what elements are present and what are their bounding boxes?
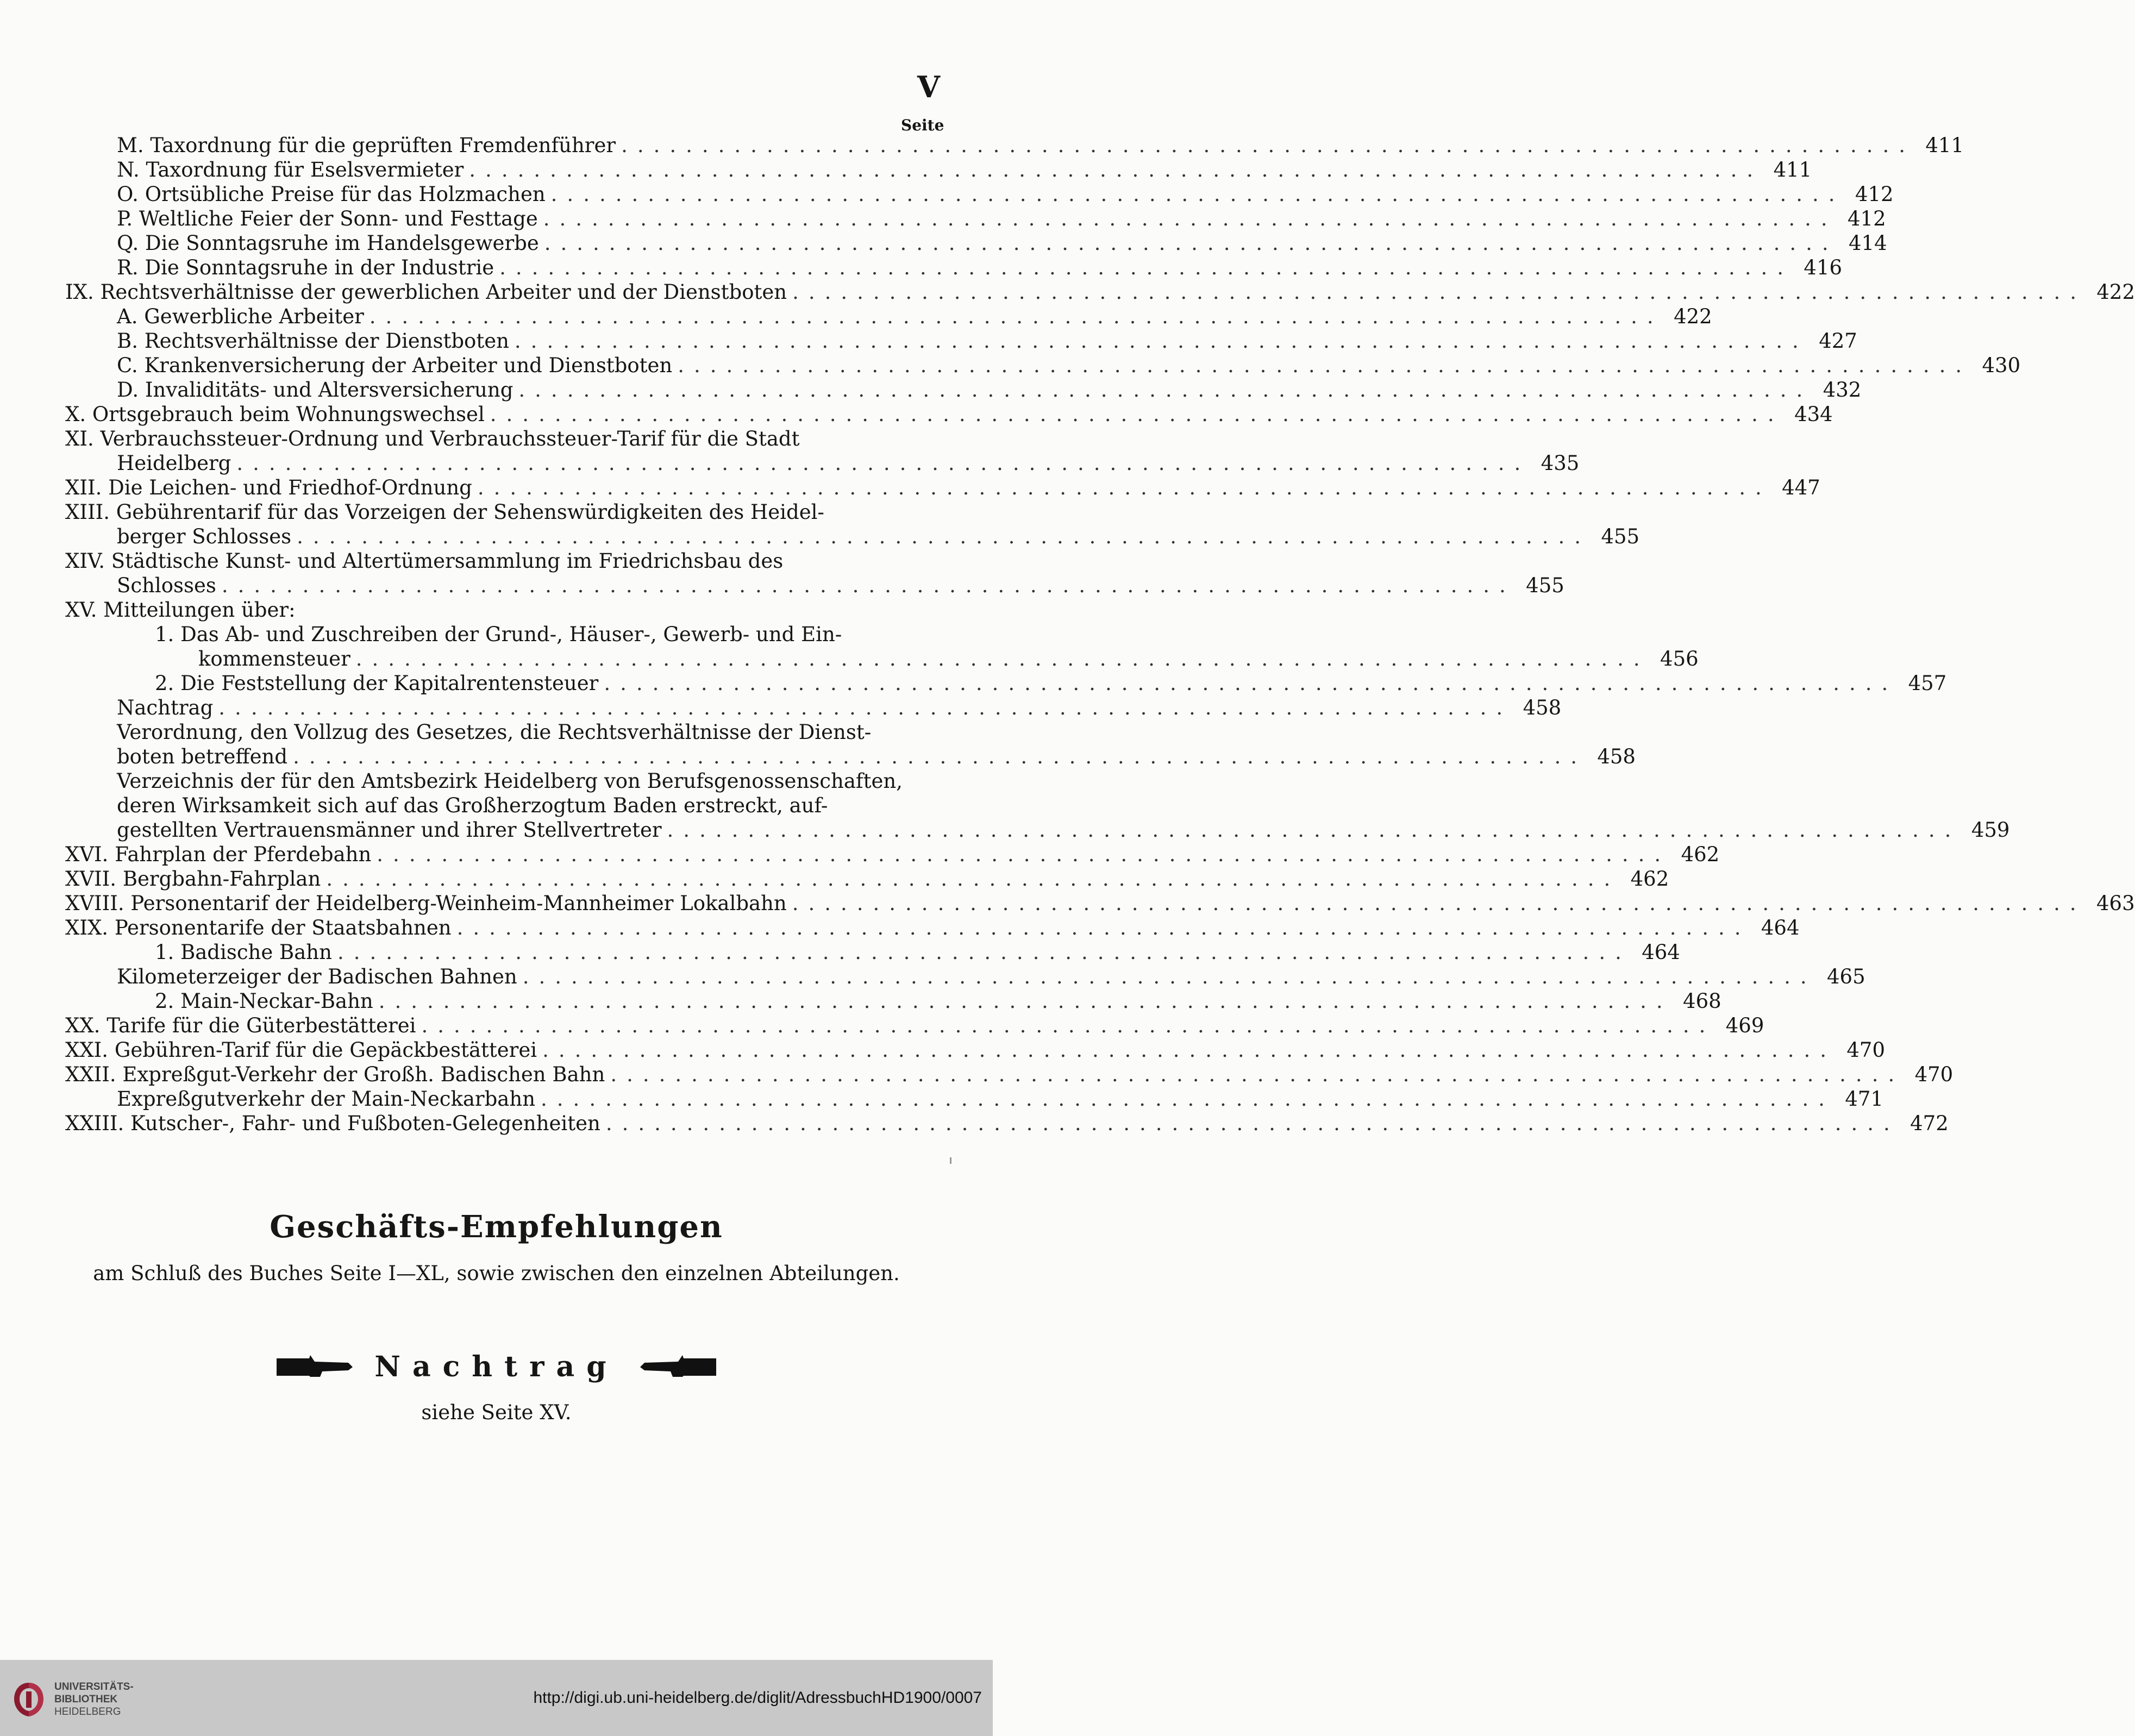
toc-entry (65, 622, 943, 647)
table-of-contents (65, 133, 2135, 1136)
toc-leader-dots: ................................................................................ (490, 403, 1784, 426)
toc-entry (65, 1062, 1954, 1087)
toc-entry (65, 867, 1669, 891)
toc-entry-text: R. Die Sonntagsruhe in der Industrie (117, 256, 494, 279)
toc-leader-dots: ................................................................................ (369, 305, 1663, 328)
toc-entry (65, 182, 1894, 206)
toc-entry-text: X. Ortsgebrauch beim Wohnungswechsel (65, 403, 485, 426)
toc-entry (65, 989, 1721, 1013)
toc-entry-text: XII. Die Leichen- und Friedhof-Ordnung (65, 476, 472, 499)
toc-entry (65, 451, 1580, 475)
toc-leader-dots: ................................................................................ (378, 989, 1673, 1013)
toc-entry-text: 1. Das Ab- und Zuschreiben der Grund-, Häuser-, Gewerb- und Ein- (155, 623, 842, 646)
toc-page-number: 463 (2096, 892, 2135, 915)
toc-entry (65, 378, 1862, 402)
toc-leader-dots: ................................................................................ (337, 941, 1631, 964)
toc-entry (65, 304, 1712, 329)
toc-entry-text: Expreßgutverkehr der Main-Neckarbahn (117, 1087, 536, 1111)
toc-leader-dots: ................................................................................ (514, 329, 1808, 353)
toc-leader-dots: ................................................................................ (218, 696, 1513, 719)
toc-entry (65, 793, 943, 818)
toc-entry-text: XVI. Fahrplan der Pferdebahn (65, 843, 372, 866)
toc-page-number: 427 (1819, 329, 1857, 353)
toc-page-number: 458 (1523, 696, 1562, 719)
toc-page-number: 472 (1910, 1112, 1949, 1135)
toc-leader-dots: ................................................................................ (326, 867, 1620, 891)
toc-leader-dots: ................................................................................ (544, 231, 1838, 255)
page-number: V (917, 70, 940, 104)
toc-leader-dots: ................................................................................ (542, 1038, 1836, 1062)
toc-entry (65, 1038, 1885, 1062)
toc-entry-text: Heidelberg (117, 452, 231, 475)
toc-entry-text: A. Gewerbliche Arbeiter (117, 305, 364, 328)
toc-leader-dots: ................................................................................ (456, 916, 1751, 939)
toc-page-number: 411 (1773, 158, 1812, 181)
toc-page-number: 468 (1683, 989, 1721, 1013)
toc-entry (65, 769, 943, 793)
toc-entry (65, 695, 1562, 720)
toc-entry-text: XXIII. Kutscher-, Fahr- und Fußboten-Gelegenheiten (65, 1112, 600, 1135)
toc-entry-text: XIV. Städtische Kunst- und Altertümersammlung im Friedrichsbau des (65, 549, 784, 573)
toc-leader-dots: ................................................................................ (792, 892, 2086, 915)
toc-entry-text: Kilometerzeiger der Badischen Bahnen (117, 965, 517, 988)
toc-entry-text: Schlosses (117, 574, 216, 597)
source-url-link[interactable]: http://digi.ub.uni-heidelberg.de/diglit/AdressbuchHD1900/0007 (533, 1689, 982, 1707)
toc-leader-dots: ................................................................................ (792, 280, 2086, 304)
toc-page-number: 462 (1630, 867, 1669, 891)
margin-mark (950, 1157, 951, 1164)
toc-leader-dots: ................................................................................ (667, 818, 1961, 842)
section-title: Geschäfts-Empfehlungen (270, 1209, 723, 1245)
toc-page-number: 456 (1660, 647, 1699, 670)
toc-leader-dots: ................................................................................ (421, 1014, 1715, 1037)
toc-page-number: 435 (1541, 452, 1580, 475)
toc-entry-text: M. Taxordnung für die geprüften Fremdenführer (117, 134, 616, 157)
toc-entry-text: XXII. Expreßgut-Verkehr der Großh. Badischen Bahn (65, 1063, 605, 1086)
toc-page-number: 432 (1823, 378, 1862, 402)
toc-leader-dots: ................................................................................ (522, 965, 1817, 988)
toc-entry (65, 353, 2021, 378)
toc-leader-dots: ................................................................................ (355, 647, 1650, 670)
toc-page-number: 464 (1642, 941, 1680, 964)
university-library-logo-icon (10, 1681, 48, 1719)
toc-entry-text: kommensteuer (198, 647, 350, 670)
toc-entry (65, 402, 1833, 427)
toc-page-number: 416 (1804, 256, 1843, 279)
toc-entry (65, 964, 1865, 989)
toc-leader-dots: ................................................................................ (518, 378, 1813, 402)
footer-bar (0, 1660, 993, 1736)
toc-entry-text: XI. Verbrauchssteuer-Ordnung und Verbrauchssteuer-Tarif für die Stadt (65, 427, 800, 450)
toc-entry-text: Q. Die Sonntagsruhe im Handelsgewerbe (117, 231, 539, 255)
toc-page-number: 422 (2096, 280, 2135, 304)
toc-entry (65, 720, 943, 744)
toc-page-number: 430 (1982, 354, 2021, 377)
page-column-header: Seite (901, 116, 944, 134)
toc-entry (65, 1087, 1883, 1111)
toc-entry-text: 2. Main-Neckar-Bahn (155, 989, 373, 1013)
toc-entry (65, 671, 1947, 695)
toc-page-number: 412 (1855, 183, 1894, 206)
library-name: UNIVERSITÄTS- BIBLIOTHEK HEIDELBERG (54, 1681, 134, 1718)
toc-leader-dots: ................................................................................ (499, 256, 1794, 279)
toc-page-number: 462 (1681, 843, 1720, 866)
toc-page-number: 447 (1782, 476, 1820, 499)
toc-entry (65, 573, 1564, 598)
toc-page-number: 464 (1761, 916, 1800, 939)
toc-entry (65, 231, 1887, 255)
toc-entry (65, 744, 1636, 769)
toc-leader-dots: ................................................................................ (297, 525, 1591, 548)
toc-leader-dots: ................................................................................ (221, 574, 1516, 597)
toc-entry (65, 475, 1820, 500)
toc-entry-text: D. Invaliditäts- und Altersversicherung (117, 378, 514, 402)
nachtrag-reference: siehe Seite XV. (421, 1401, 572, 1424)
toc-entry-text: XIII. Gebührentarif für das Vorzeigen der Sehenswürdigkeiten des Heidel- (65, 500, 824, 524)
toc-leader-dots: ................................................................................ (678, 354, 1972, 377)
toc-entry-text: Nachtrag (117, 696, 214, 719)
toc-entry-text: XXI. Gebühren-Tarif für die Gepäckbestätterei (65, 1038, 537, 1062)
toc-entry (65, 524, 1640, 549)
toc-entry (65, 329, 1857, 353)
toc-entry-text: berger Schlosses (117, 525, 292, 548)
toc-entry (65, 158, 1812, 182)
pointing-hand-right-icon (277, 1355, 353, 1379)
toc-page-number: 465 (1827, 965, 1865, 988)
toc-page-number: 422 (1674, 305, 1712, 328)
toc-page-number: 458 (1597, 745, 1636, 768)
toc-entry-text: XV. Mitteilungen über: (65, 598, 296, 622)
toc-leader-dots: ................................................................................ (377, 843, 1671, 866)
toc-entry (65, 891, 2135, 916)
toc-entry-text: 2. Die Feststellung der Kapitalrentensteuer (155, 672, 599, 695)
nachtrag-banner (0, 1350, 993, 1383)
toc-leader-dots: ................................................................................ (477, 476, 1771, 499)
toc-leader-dots: ................................................................................ (469, 158, 1763, 181)
toc-entry-text: P. Weltliche Feier der Sonn- und Festtage (117, 207, 538, 230)
toc-entry-text: IX. Rechtsverhältnisse der gewerblichen Arbeiter und der Dienstboten (65, 280, 787, 304)
toc-entry-text: boten betreffend (117, 745, 288, 768)
toc-leader-dots: ................................................................................ (541, 1087, 1835, 1111)
toc-entry (65, 280, 2135, 304)
toc-page-number: 459 (1971, 818, 2010, 842)
toc-page-number: 457 (1908, 672, 1947, 695)
toc-entry-text: XVII. Bergbahn-Fahrplan (65, 867, 321, 891)
toc-entry-text: XX. Tarife für die Güterbestätterei (65, 1014, 416, 1037)
toc-entry (65, 842, 1720, 867)
toc-entry-text: B. Rechtsverhältnisse der Dienstboten (117, 329, 509, 353)
toc-page-number: 455 (1601, 525, 1640, 548)
toc-entry (65, 500, 943, 524)
toc-leader-dots: ................................................................................ (621, 134, 1915, 157)
toc-leader-dots: ................................................................................ (236, 452, 1531, 475)
toc-entry-text: deren Wirksamkeit sich auf das Großherzogtum Baden erstreckt, auf- (117, 794, 828, 817)
toc-leader-dots: ................................................................................ (550, 183, 1845, 206)
toc-page-number: 471 (1845, 1087, 1883, 1111)
section-subtitle: am Schluß des Buches Seite I—XL, sowie zwischen den einzelnen Abteilungen. (93, 1262, 900, 1285)
toc-entry-text: XVIII. Personentarif der Heidelberg-Weinheim-Mannheimer Lokalbahn (65, 892, 787, 915)
toc-leader-dots: ................................................................................ (604, 672, 1898, 695)
toc-page-number: 411 (1925, 134, 1964, 157)
toc-page-number: 470 (1914, 1063, 1954, 1086)
toc-entry (65, 206, 1886, 231)
toc-leader-dots: ................................................................................ (543, 207, 1837, 230)
toc-entry-text: C. Krankenversicherung der Arbeiter und Dienstboten (117, 354, 673, 377)
toc-entry-text: XIX. Personentarife der Staatsbahnen (65, 916, 452, 939)
toc-entry-text: gestellten Vertrauensmänner und ihrer Stellvertreter (117, 818, 662, 842)
toc-entry (65, 549, 943, 573)
toc-entry-text: 1. Badische Bahn (155, 941, 332, 964)
toc-entry (65, 133, 1964, 158)
toc-page-number: 414 (1849, 231, 1887, 255)
toc-entry-text: Verzeichnis der für den Amtsbezirk Heidelberg von Berufsgenossenschaften, (117, 769, 903, 793)
toc-page-number: 469 (1725, 1014, 1764, 1037)
toc-page-number: 470 (1846, 1038, 1885, 1062)
toc-entry (65, 427, 943, 451)
toc-entry (65, 1111, 1949, 1136)
toc-entry (65, 940, 1680, 964)
nachtrag-word: Nachtrag (374, 1350, 618, 1383)
toc-entry (65, 1013, 1764, 1038)
toc-entry-text: N. Taxordnung für Eselsvermieter (117, 158, 464, 181)
toc-leader-dots: ................................................................................ (605, 1112, 1900, 1135)
pointing-hand-left-icon (640, 1355, 716, 1379)
toc-entry (65, 916, 1800, 940)
toc-page-number: 412 (1848, 207, 1886, 230)
toc-leader-dots: ................................................................................ (610, 1063, 1905, 1086)
toc-entry (65, 598, 943, 622)
toc-page-number: 434 (1794, 403, 1833, 426)
toc-entry (65, 255, 1843, 280)
toc-entry-text: Verordnung, den Vollzug des Gesetzes, die Rechtsverhältnisse der Dienst- (117, 720, 872, 744)
toc-leader-dots: ................................................................................ (293, 745, 1587, 768)
toc-entry (65, 818, 2010, 842)
toc-entry (65, 647, 1699, 671)
toc-entry-text: O. Ortsübliche Preise für das Holzmachen (117, 183, 546, 206)
toc-page-number: 455 (1526, 574, 1564, 597)
